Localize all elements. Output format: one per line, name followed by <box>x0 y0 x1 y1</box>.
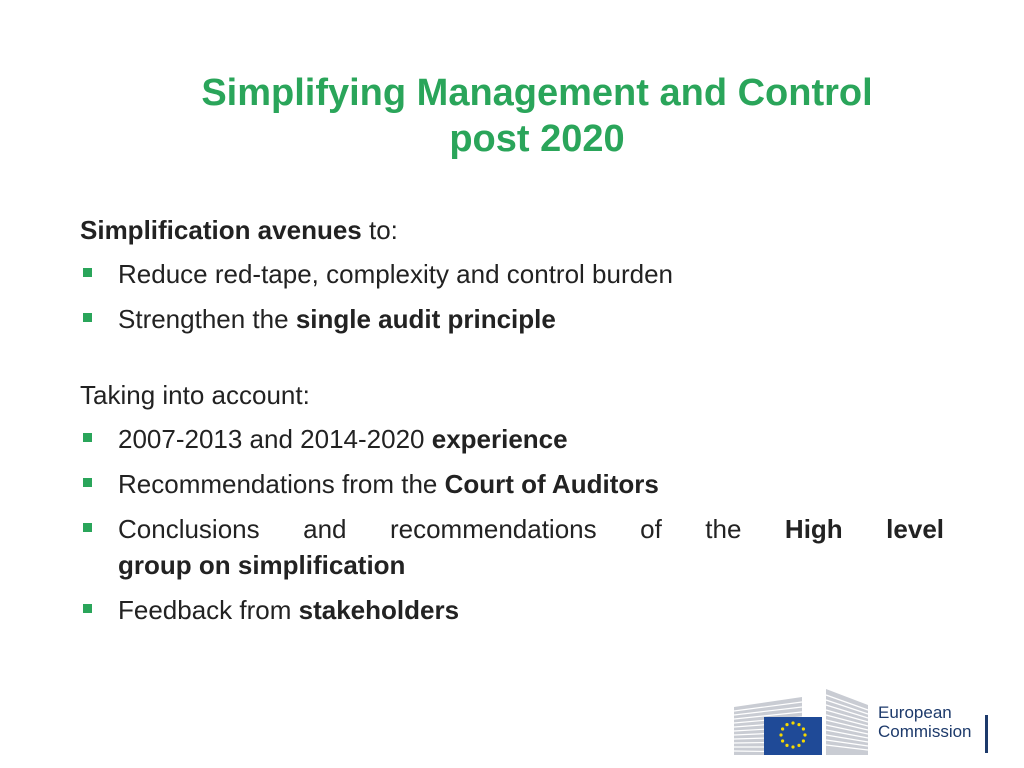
title-line-2: post 2020 <box>449 118 625 160</box>
list-item <box>80 466 944 502</box>
item-bold-text: Court of Auditors <box>444 469 659 499</box>
item-bold-text-line-2: group on simplification <box>118 550 406 580</box>
item-bold-text: experience <box>431 424 568 454</box>
slide-body <box>80 212 944 637</box>
item-bold-text: stakeholders <box>298 595 460 625</box>
bullet-square-icon <box>83 313 92 322</box>
item-text: Recommendations from the <box>118 469 445 499</box>
list-item <box>80 592 944 628</box>
logo-line-1: European <box>878 703 952 722</box>
title-line-1: Simplifying Management and Control <box>201 72 873 114</box>
logo-wordmark <box>878 703 972 741</box>
list-item <box>80 301 944 337</box>
bullet-square-icon <box>83 433 92 442</box>
berlaymont-building-icon <box>734 685 874 759</box>
item-text: Conclusions and recommendations of the <box>118 514 785 544</box>
item-bold-text: single audit principle <box>295 304 556 334</box>
bullet-square-icon <box>83 478 92 487</box>
list-item <box>80 421 944 457</box>
section-heading-simplification <box>80 212 944 248</box>
european-commission-logo <box>734 685 996 759</box>
list-item <box>80 511 944 583</box>
item-line-1 <box>118 511 944 547</box>
item-text: Reduce red-tape, complexity and control burden <box>118 259 673 289</box>
bullet-square-icon <box>83 604 92 613</box>
bullet-square-icon <box>83 523 92 532</box>
heading-rest: to: <box>361 215 398 245</box>
logo-divider <box>985 715 988 753</box>
bullet-square-icon <box>83 268 92 277</box>
item-text: Feedback from <box>118 595 299 625</box>
item-bold-text: High level <box>784 514 944 544</box>
list-item <box>80 256 944 292</box>
simplification-list <box>80 256 944 337</box>
section-heading-taking-into-account: Taking into account: <box>80 380 310 410</box>
item-text: Strengthen the <box>118 304 296 334</box>
account-list <box>80 421 944 628</box>
slide-title <box>80 70 994 162</box>
heading-bold: Simplification avenues <box>80 215 362 245</box>
logo-line-2: Commission <box>878 722 972 741</box>
item-text: 2007-2013 and 2014-2020 <box>118 424 432 454</box>
